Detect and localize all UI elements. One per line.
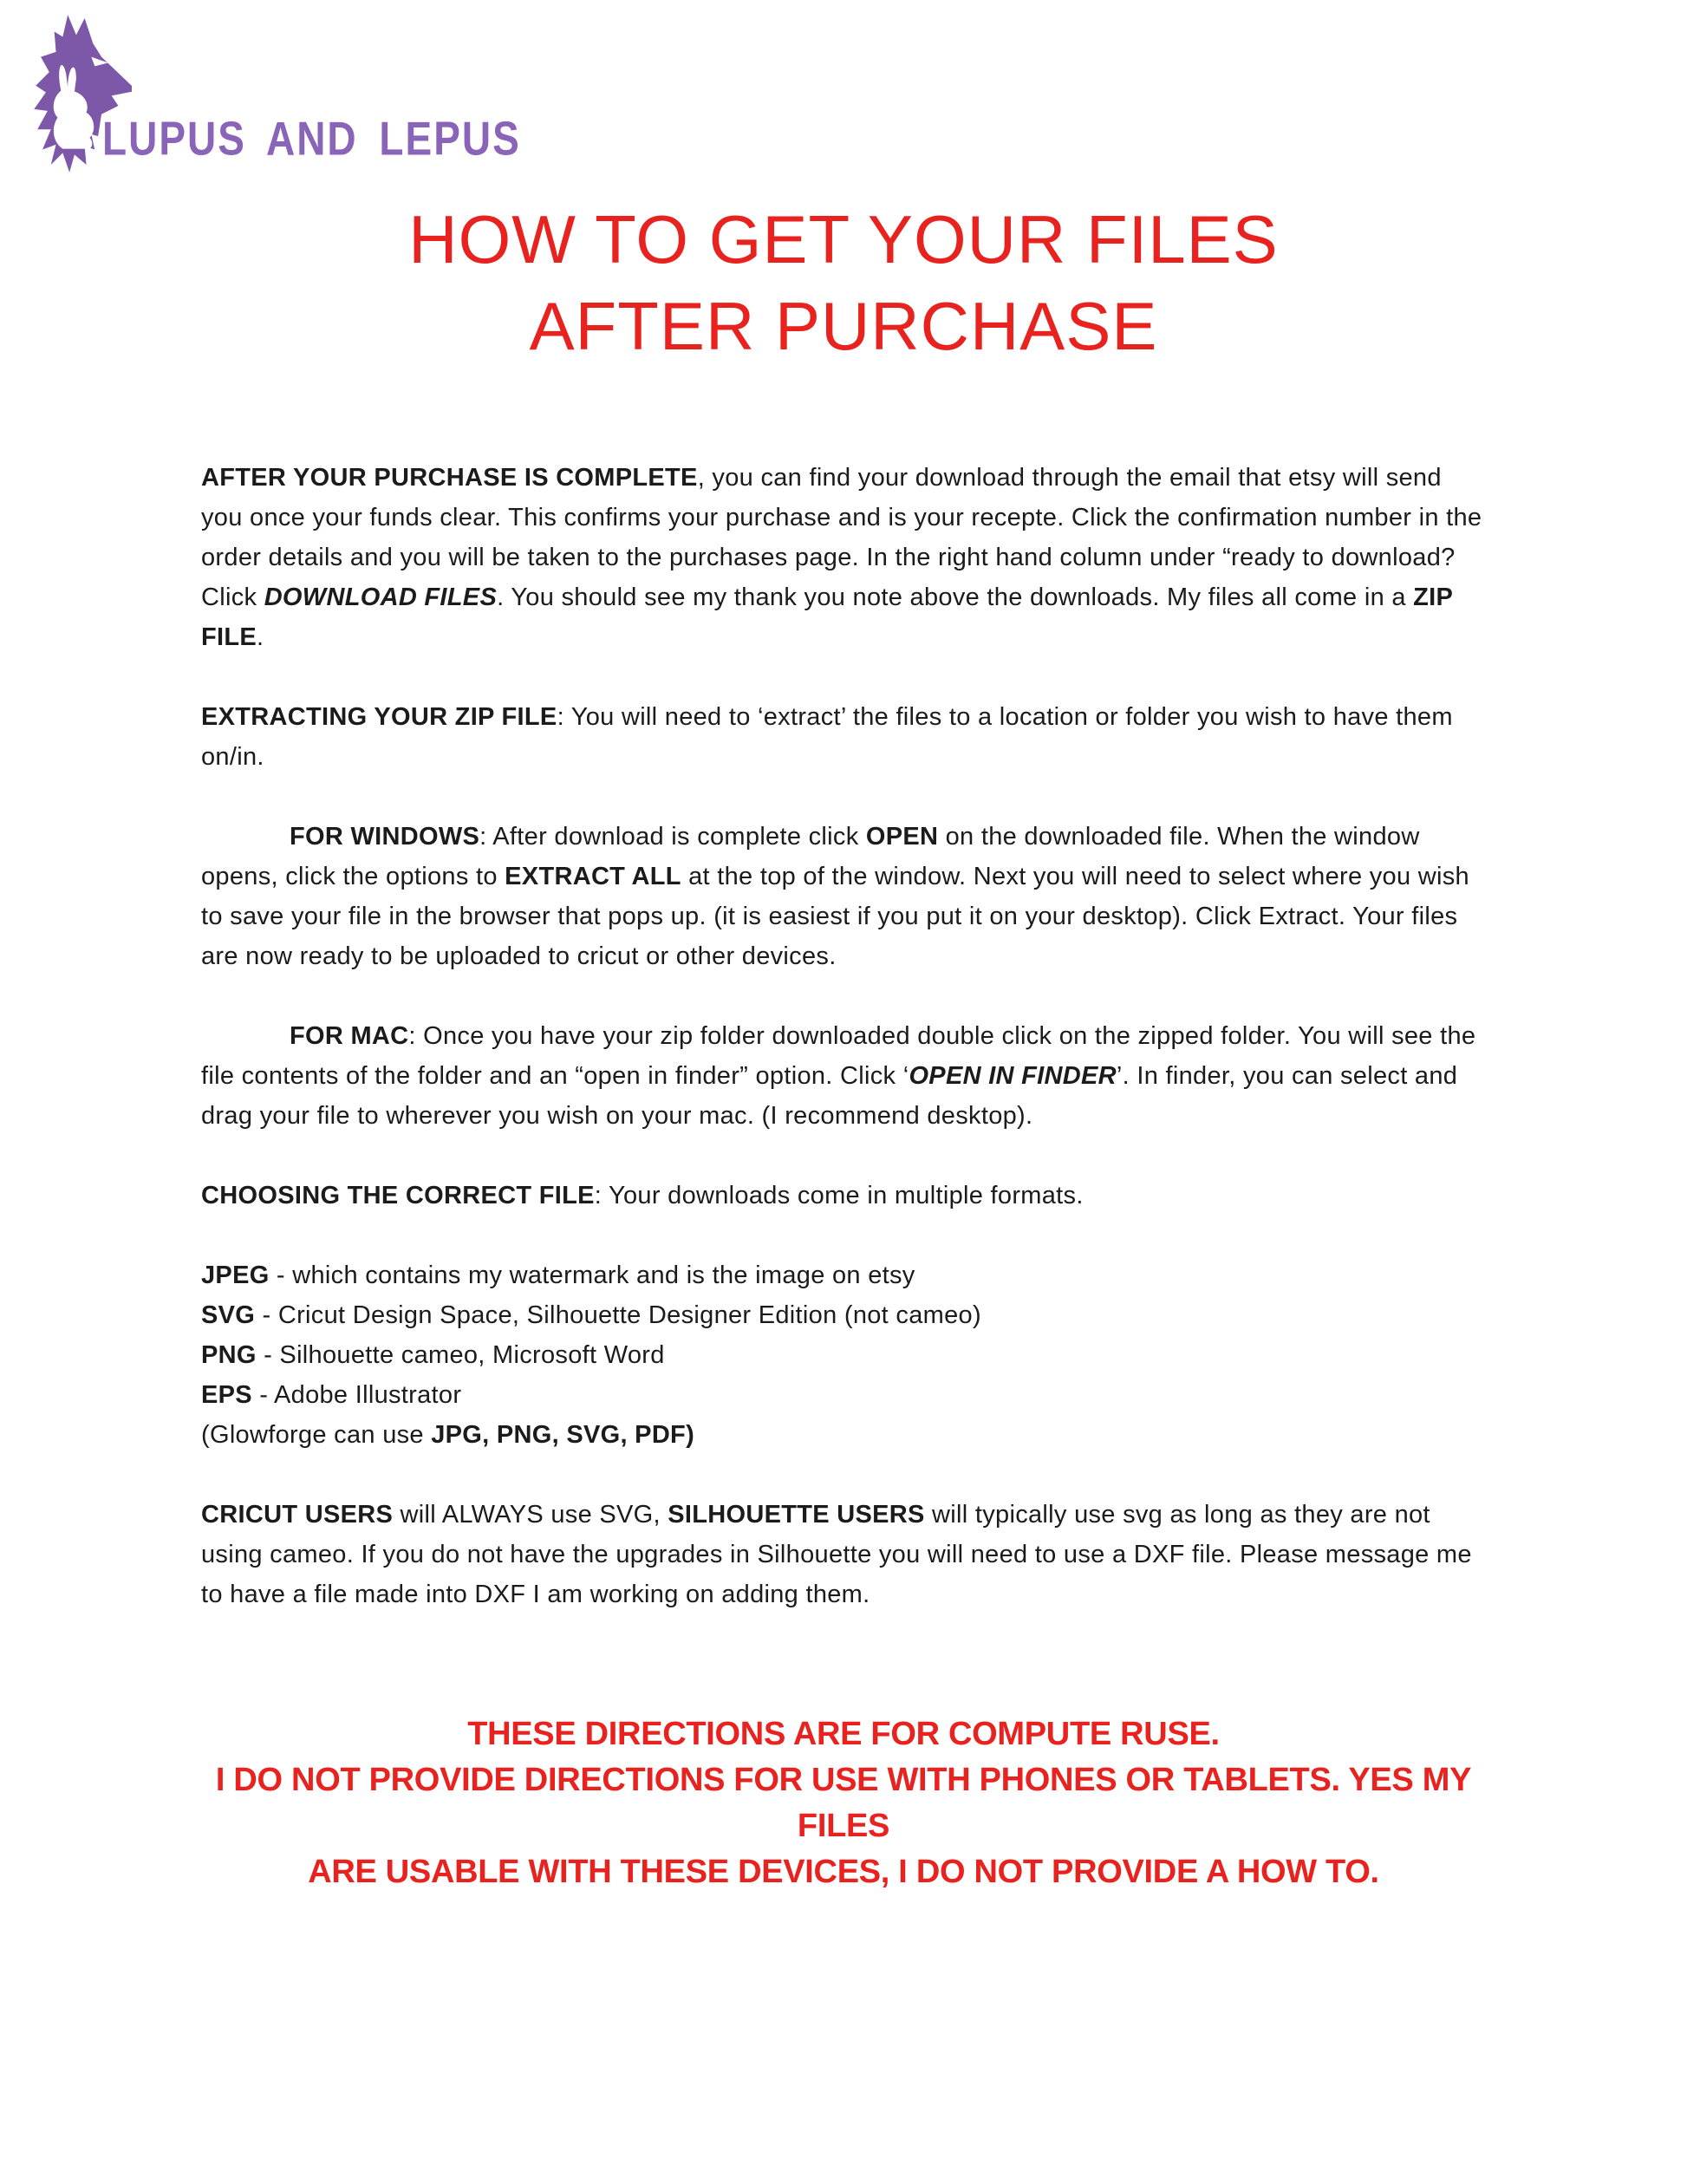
paragraph [201,817,1486,976]
paragraph [201,1335,1486,1375]
page-title-line1: HOW TO GET YOUR FILES [408,201,1279,277]
paragraph [201,1176,1486,1216]
text-run: JPEG [201,1262,270,1289]
text-run: CHOOSING THE CORRECT FILE [201,1182,595,1209]
body-text [201,458,1486,1895]
logo [14,9,534,191]
text-run: will ALWAYS use SVG, [393,1501,668,1529]
warning-line: I DO NOT PROVIDE DIRECTIONS FOR USE WITH PHONES OR TABLETS. YES MY FILES [215,1762,1472,1844]
text-run: FOR WINDOWS [290,823,480,851]
paragraph [201,458,1486,657]
page-title-line2: AFTER PURCHASE [529,288,1158,364]
warning-line: THESE DIRECTIONS ARE FOR COMPUTE RUSE. [467,1716,1220,1752]
paragraph [201,1415,1486,1455]
text-run: : Once you have your zip folder downloaded double click on the zipped folder. You will see the file contents of the folder and an “open in finder” option. Click ‘ [201,1022,1476,1090]
text-run: on the downloaded file. When the window opens, click the options to [201,823,1420,890]
text-run: . You should see my thank you note above the downloads. My files all come in a [497,583,1414,611]
text-run: CRICUT USERS [201,1501,394,1529]
paragraph [201,1016,1486,1136]
text-run: AFTER YOUR PURCHASE IS COMPLETE [201,464,698,492]
text-run: JPG, PNG, SVG, PDF) [431,1421,695,1449]
text-run: PNG [201,1341,257,1369]
warning-block [201,1711,1486,1895]
text-run: OPEN IN FINDER [909,1062,1117,1090]
text-run: will typically use svg as long as they are not using cameo. If you do not have the upgrades in Silhouette you will need to use a DXF file. Please message me to have a file made into DXF I am working on adding them. [201,1501,1472,1608]
text-run: OPEN [865,823,939,851]
text-run: EXTRACT ALL [505,863,681,890]
text-run: ’. In finder, you can select and drag your file to wherever you wish on your mac. (I recommend desktop). [201,1062,1458,1130]
text-run: : Your downloads come in multiple formats. [594,1182,1084,1209]
text-run: : After download is complete click [479,823,866,851]
paragraph [201,1375,1486,1415]
text-run: SVG [201,1301,256,1329]
text-run: DOWNLOAD FILES [264,583,498,611]
text-run: (Glowforge can use [201,1421,432,1449]
text-run: : You will need to ‘extract’ the files to a location or folder you wish to have them on/in. [201,703,1453,771]
text-run: - which contains my watermark and is the image on etsy [269,1262,915,1289]
brand-name: LUPUS AND LEPUS [102,112,521,166]
text-run: - Adobe Illustrator [251,1381,462,1409]
text-run: FOR MAC [290,1022,409,1050]
paragraph [201,697,1486,777]
text-run: . [257,623,264,651]
text-run: - Cricut Design Space, Silhouette Designer Edition (not cameo) [255,1301,981,1329]
text-run: - Silhouette cameo, Microsoft Word [256,1341,665,1369]
text-run: , you can find your download through the email that etsy will send you once your funds clear. This confirms your purchase and is your recepte. Click the confirmation number in the order details and you will be taken to the purchases page. In the right hand column under “ready to download? Click [201,464,1482,611]
warning-line: ARE USABLE WITH THESE DEVICES, I DO NOT PROVIDE A HOW TO. [308,1854,1379,1890]
text-run: at the top of the window. Next you will need to select where you wish to save your file in the browser that pops up. (it is easiest if you put it on your desktop). Click Extract. Your files are now ready to be uploaded to cricut or other devices. [201,863,1469,970]
text-run: EXTRACTING YOUR ZIP FILE [201,703,557,731]
text-run: EPS [201,1381,252,1409]
paragraph [201,1255,1486,1295]
page-title [0,196,1687,369]
paragraph [201,1495,1486,1614]
paragraph [201,1295,1486,1335]
text-run: ZIP FILE [201,583,1453,651]
text-run: SILHOUETTE USERS [668,1501,925,1529]
